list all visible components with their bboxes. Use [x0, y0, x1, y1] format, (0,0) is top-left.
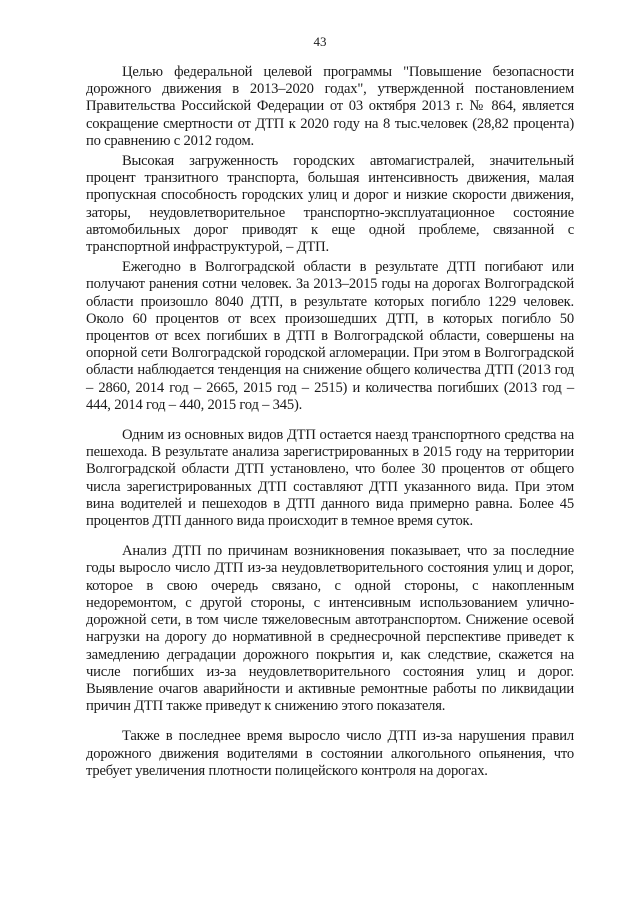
paragraph-program-goal: Целью федеральной целевой программы "Повышение безопасности дорожного движения в 2013–2020 годах", утвержденной постановлением Правительства Российской Федерации от 03 октября 2013 г. № 864, является сокращение смертности от ДТП к 2020 году на 8 тыс.человек (28,82 процента) по сравнению с 2012 годом. [86, 64, 574, 149]
body-text [86, 64, 574, 783]
paragraph-road-condition-analysis: Анализ ДТП по причинам возникновения показывает, что за последние годы выросло число ДТП из-за неудовлетворительного состояния улиц и дорог, которое в свою очередь связано, с одной стороны, с накопленным недоремонтом, с другой стороны, с интенсивным использованием улично-дорожной сети, в том числе тяжеловесным автотранспортом. Снижение осевой нагрузки на дорогу до нормативной в среднесрочной перспективе приведет к замедлению деградации дорожного покрытия и, как следствие, скажется на числе погибших из-за неудовлетворительного состояния улиц и дорог. Выявление очагов аварийности и активные ремонтные работы по ликвидации причин ДТП также приведут к снижению этого показателя. [86, 543, 574, 715]
paragraph-drunk-driving: Также в последнее время выросло число ДТП из-за нарушения правил дорожного движения водителями в состоянии алкогольного опьянения, что требует увеличения плотности полицейского контроля на дорогах. [86, 728, 574, 779]
paragraph-road-congestion: Высокая загруженность городских автомагистралей, значительный процент транзитного транспорта, большая интенсивность движения, малая пропускная способность городских улиц и дорог и низкие скорости движения, заторы, неудовлетворительное транспортно-эксплуатационное состояние автомобильных дорог приводят к еще одной проблеме, связанной с транспортной инфраструктурой, – ДТП. [86, 153, 574, 256]
paragraph-pedestrian-accidents: Одним из основных видов ДТП остается наезд транспортного средства на пешехода. В результате анализа зарегистрированных в 2015 году на территории Волгоградской области ДТП установлено, что более 30 процентов от общего числа зарегистрированных ДТП составляют ДТП указанного вида. При этом вина водителей и пешеходов в ДТП данного вида примерно равна. Более 45 процентов ДТП данного вида происходит в темное время суток. [86, 427, 574, 530]
page-number: 43 [313, 34, 327, 49]
paragraph-accident-statistics: Ежегодно в Волгоградской области в результате ДТП погибают или получают ранения сотни человек. За 2013–2015 годы на дорогах Волгоградской области произошло 8040 ДТП, в результате которых погибло 1229 человек. Около 60 процентов от всех произошедших ДТП, в которых погибло 50 процентов от всех погибших в ДТП в Волгоградской области, совершены на опорной сети Волгоградской городской агломерации. При этом в Волгоградской области наблюдается тенденция на снижение общего количества ДТП (2013 год – 2860, 2014 год – 2665, 2015 год – 2515) и количества погибших (2013 год – 444, 2014 год – 440, 2015 год – 345). [86, 259, 574, 413]
